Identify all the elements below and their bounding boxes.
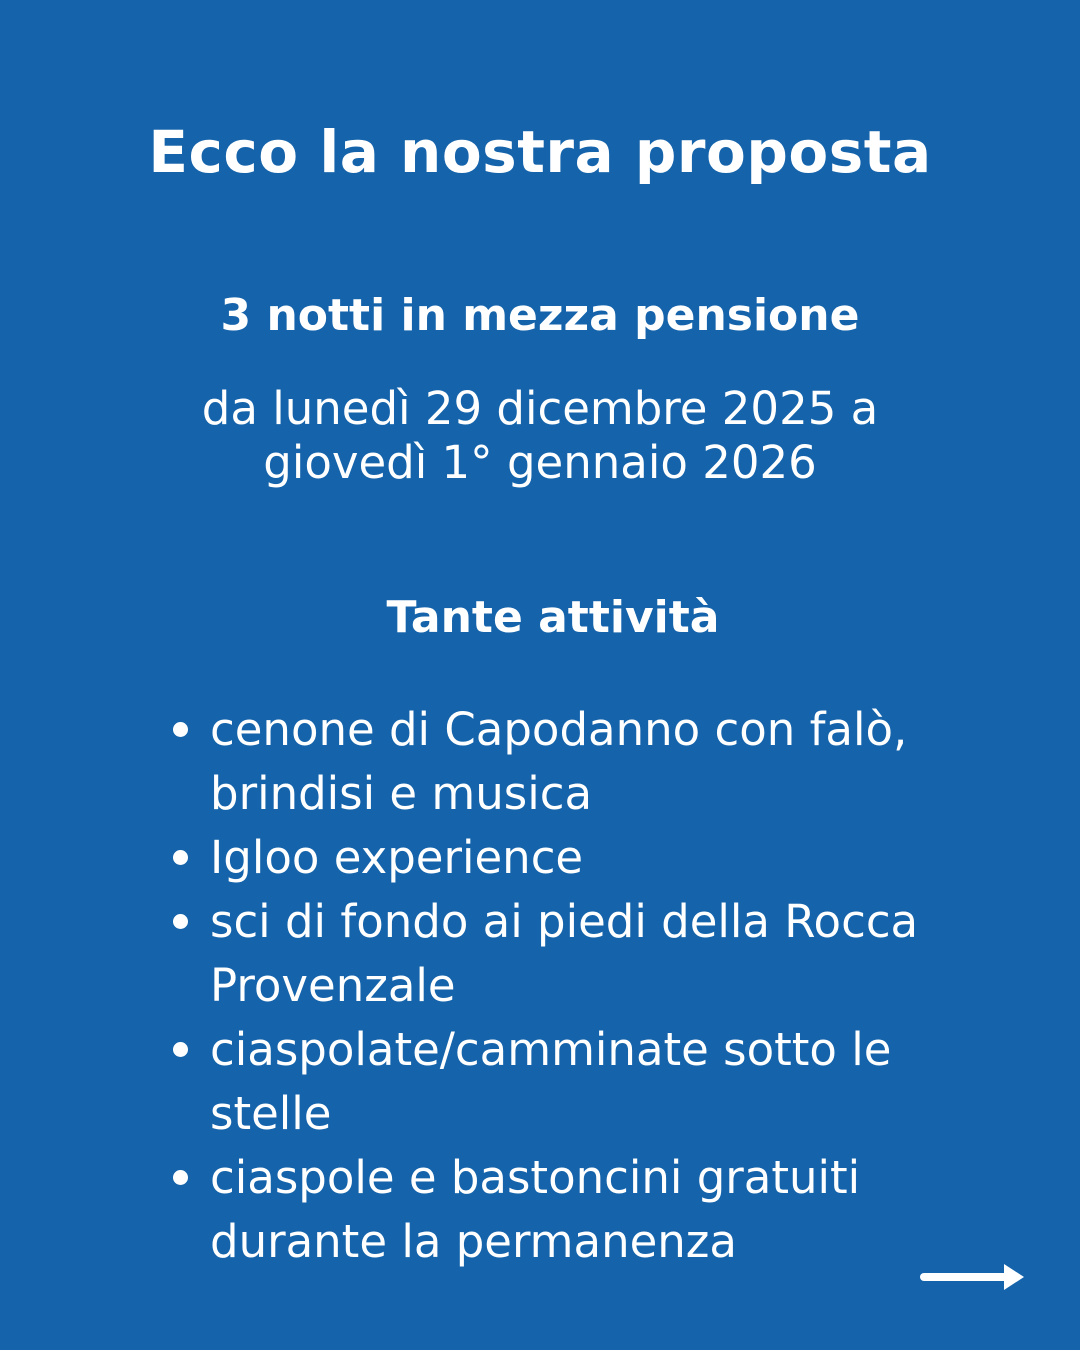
list-item-text: sci di fondo ai piedi della Rocca Provenzale (210, 895, 919, 1012)
page-title: Ecco la nostra proposta (148, 118, 932, 186)
dates-line-1: da lunedì 29 dicembre 2025 a (201, 382, 879, 435)
bullet-icon (173, 722, 188, 737)
arrow-right-icon[interactable] (920, 1262, 1026, 1292)
list-item (210, 826, 950, 890)
list-item (210, 1146, 950, 1274)
activities-heading: Tante attività (386, 592, 720, 643)
bullet-icon (173, 914, 188, 929)
list-item (210, 890, 950, 1018)
offer-dates (140, 382, 940, 490)
list-item (210, 698, 950, 826)
bullet-icon (173, 1170, 188, 1185)
list-item-text: cenone di Capodanno con falò, brindisi e musica (210, 703, 908, 820)
list-item-text: ciaspolate/camminate sotto le stelle (210, 1023, 892, 1140)
list-item (210, 1018, 950, 1146)
offer-nights: 3 notti in mezza pensione (220, 290, 860, 341)
list-item-text: Igloo experience (210, 831, 584, 884)
bullet-icon (173, 850, 188, 865)
list-item-text: ciaspole e bastoncini gratuiti durante la permanenza (210, 1151, 861, 1268)
dates-line-2: giovedì 1° gennaio 2026 (263, 436, 817, 489)
activities-list (210, 698, 950, 1274)
bullet-icon (173, 1042, 188, 1057)
